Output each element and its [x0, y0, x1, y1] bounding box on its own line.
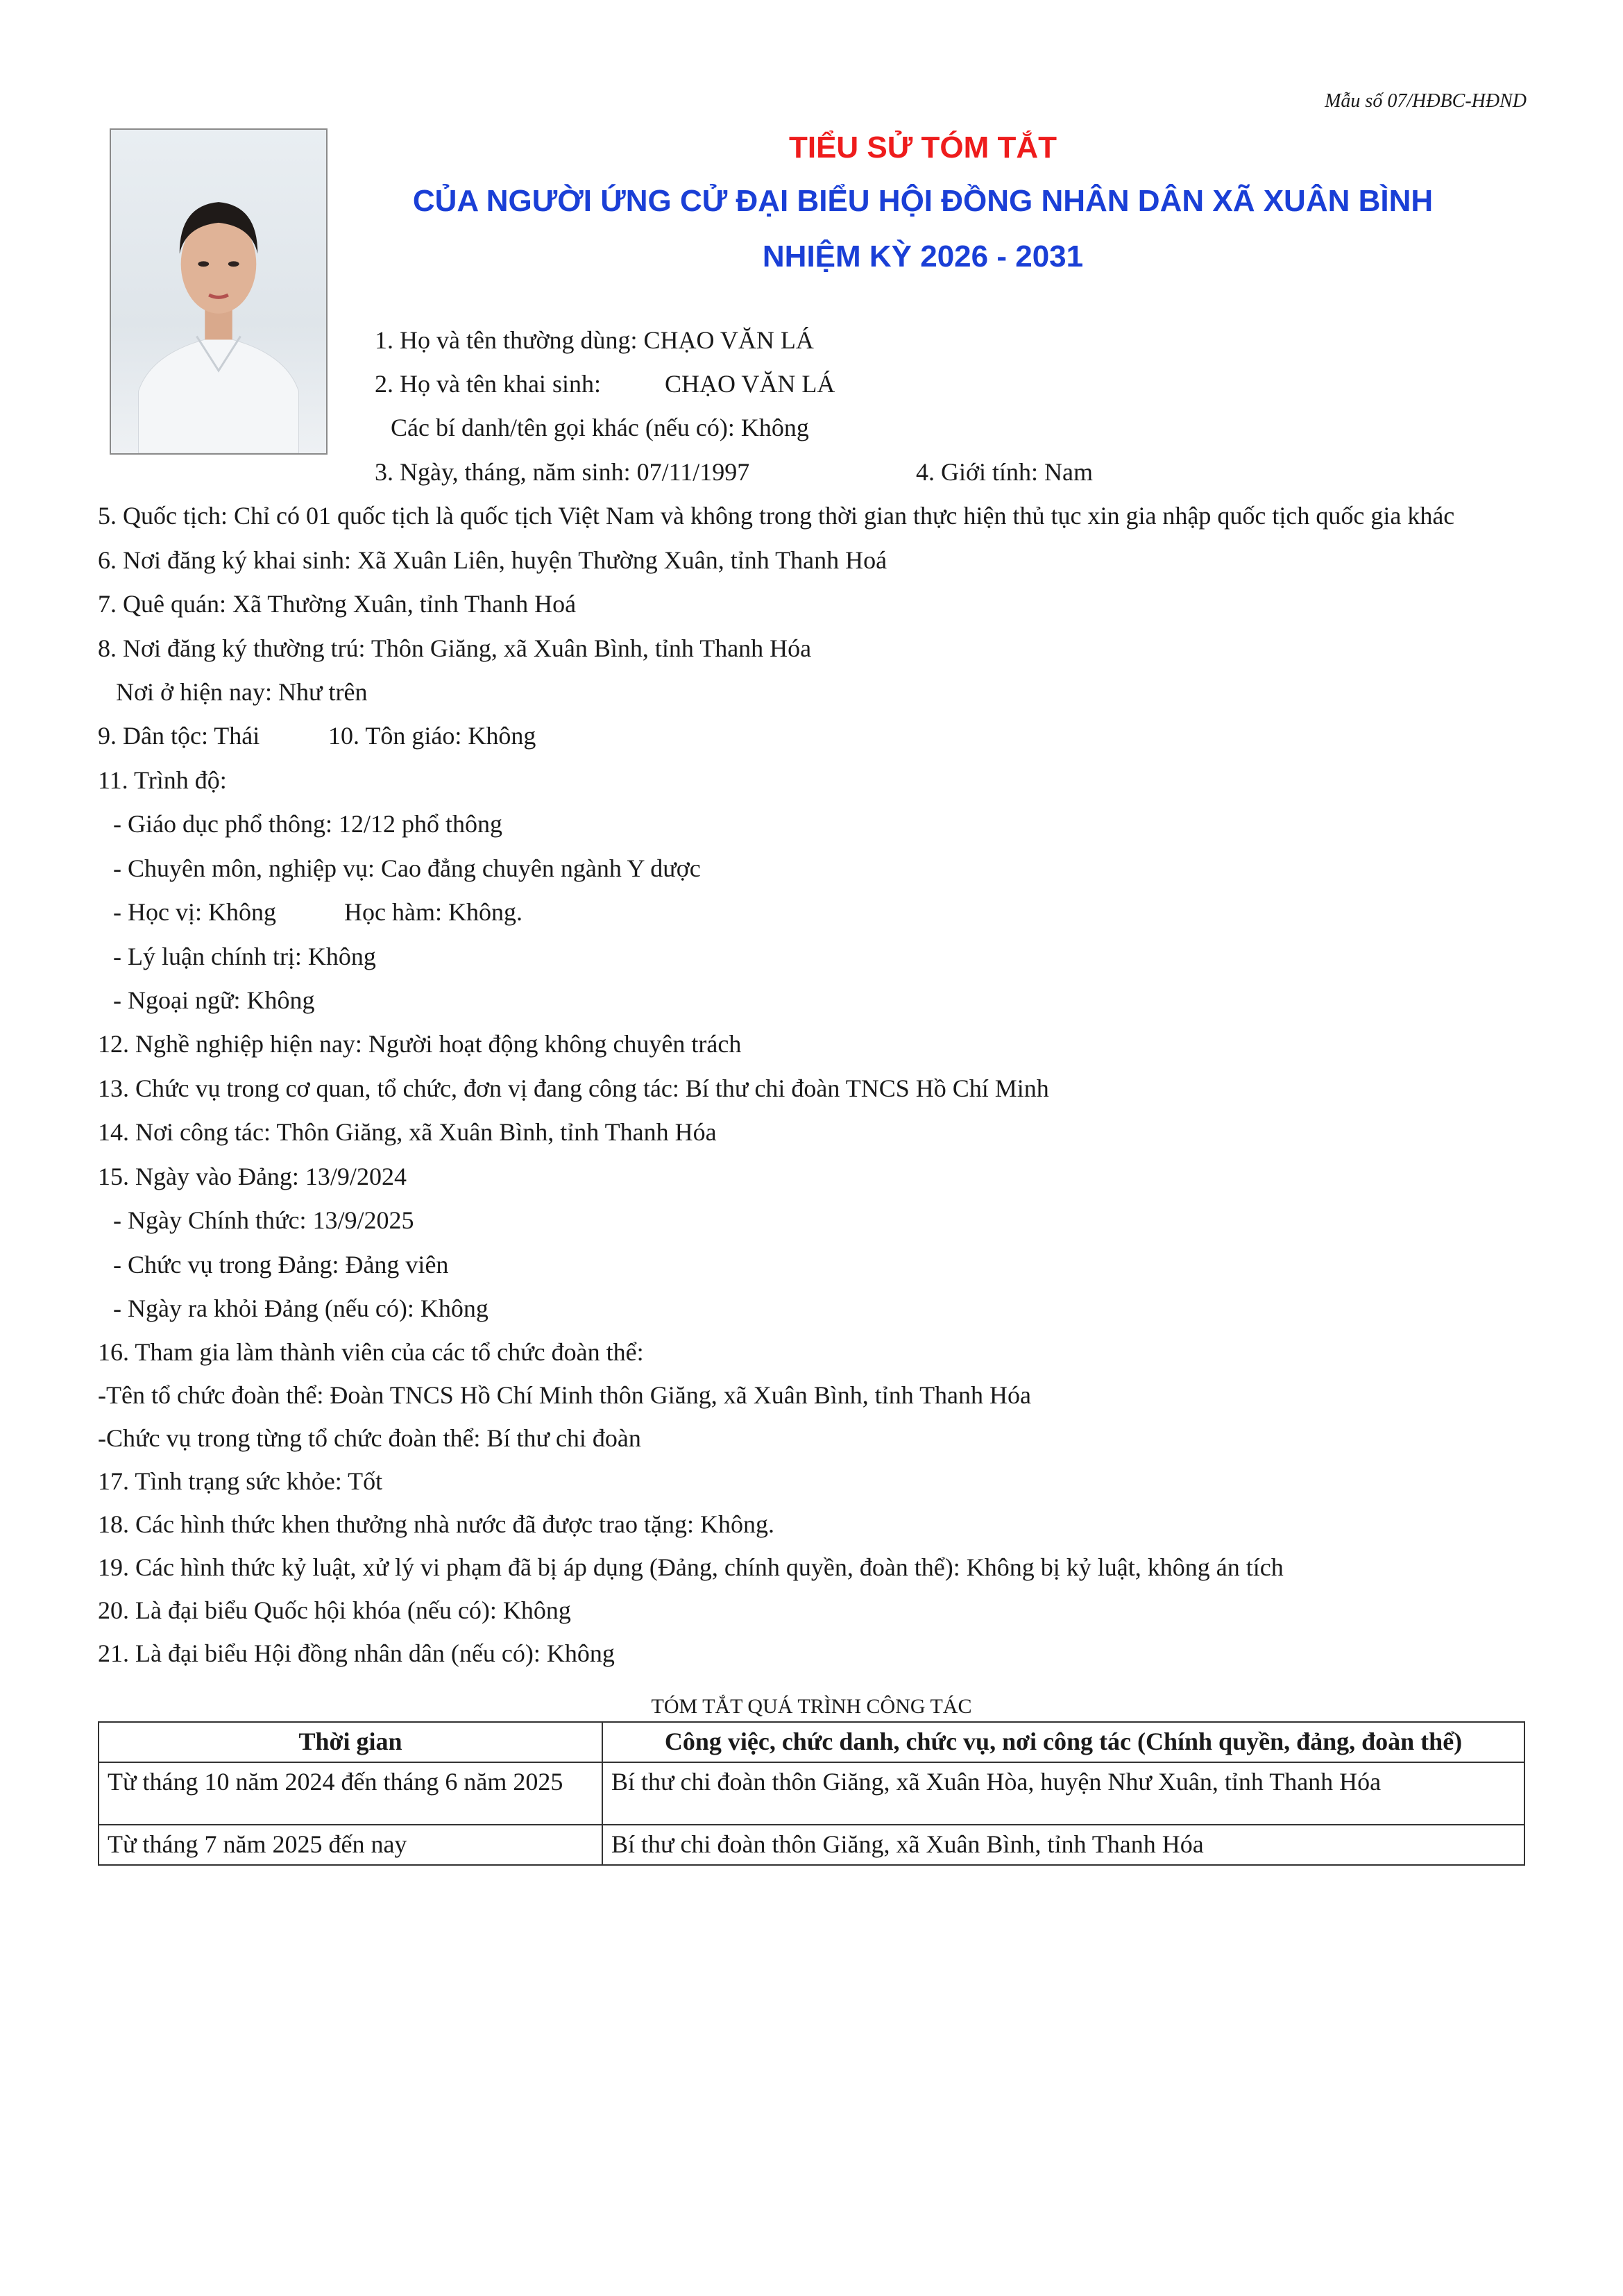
work-history-table — [98, 1721, 1525, 1866]
field-birth-date: 3. Ngày, tháng, năm sinh: 07/11/1997 — [375, 458, 750, 486]
header-time: Thời gian — [99, 1722, 602, 1762]
field-birth-name-value: CHẠO VĂN LÁ — [665, 370, 835, 398]
field-occupation: 12. Nghề nghiệp hiện nay: Người hoạt động không chuyên trách — [98, 1030, 742, 1058]
field-party-leave-date: - Ngày ra khỏi Đảng (nếu có): Không — [113, 1294, 488, 1322]
field-workplace: 14. Nơi công tác: Thôn Giăng, xã Xuân Bình, tỉnh Thanh Hóa — [98, 1118, 717, 1146]
field-birth-name-label: 2. Họ và tên khai sinh: — [375, 370, 601, 398]
field-nationality: 5. Quốc tịch: Chỉ có 01 quốc tịch là quốc tịch Việt Nam và không trong thời gian thực hiện thủ tục xin gia nhập quốc tịch quốc gia khác — [98, 502, 1455, 530]
table-header-row — [99, 1722, 1524, 1762]
cell-time: Từ tháng 10 năm 2024 đến tháng 6 năm 2025 — [99, 1762, 602, 1825]
field-academic-degree: - Học vị: Không — [113, 898, 276, 926]
field-foreign-language: - Ngoại ngữ: Không — [113, 986, 315, 1014]
candidate-photo — [110, 128, 328, 455]
title-main: TIỂU SỬ TÓM TẮT — [788, 130, 1057, 164]
field-aliases: Các bí danh/tên gọi khác (nếu có): Không — [391, 414, 809, 441]
field-organization-role: -Chức vụ trong từng tổ chức đoàn thể: Bí thư chi đoàn — [98, 1424, 641, 1452]
field-common-name: 1. Họ và tên thường dùng: CHẠO VĂN LÁ — [375, 326, 814, 354]
table-row — [99, 1762, 1524, 1825]
field-birth-registration: 6. Nơi đăng ký khai sinh: Xã Xuân Liên, huyện Thường Xuân, tỉnh Thanh Hoá — [98, 546, 887, 574]
work-history-title: TÓM TẮT QUÁ TRÌNH CÔNG TÁC — [651, 1695, 972, 1718]
title-subtitle: CỦA NGƯỜI ỨNG CỬ ĐẠI BIỂU HỘI ĐỒNG NHÂN DÂN XÃ XUÂN BÌNH — [412, 184, 1434, 218]
field-awards: 18. Các hình thức khen thưởng nhà nước đã được trao tặng: Không. — [98, 1510, 774, 1538]
field-organization-name: -Tên tổ chức đoàn thể: Đoàn TNCS Hồ Chí Minh thôn Giăng, xã Xuân Bình, tỉnh Thanh Hóa — [98, 1381, 1032, 1409]
field-hometown: 7. Quê quán: Xã Thường Xuân, tỉnh Thanh Hoá — [98, 590, 577, 618]
field-party-position: - Chức vụ trong Đảng: Đảng viên — [113, 1251, 449, 1278]
field-position: 13. Chức vụ trong cơ quan, tổ chức, đơn vị đang công tác: Bí thư chi đoàn TNCS Hồ Chí Minh — [98, 1074, 1049, 1102]
field-peoples-council: 21. Là đại biểu Hội đồng nhân dân (nếu có): Không — [98, 1639, 615, 1667]
title-term: NHIỆM KỲ 2026 - 2031 — [762, 239, 1084, 273]
field-ethnicity: 9. Dân tộc: Thái — [98, 722, 260, 750]
field-party-official-date: - Ngày Chính thức: 13/9/2025 — [113, 1206, 414, 1234]
header-position: Công việc, chức danh, chức vụ, nơi công tác (Chính quyền, đảng, đoàn thể) — [602, 1722, 1524, 1762]
field-discipline: 19. Các hình thức kỷ luật, xử lý vi phạm đã bị áp dụng (Đảng, chính quyền, đoàn thể): Không bị kỷ luật, không án tích — [98, 1553, 1284, 1581]
cell-position: Bí thư chi đoàn thôn Giăng, xã Xuân Hòa, huyện Như Xuân, tỉnh Thanh Hóa — [602, 1762, 1524, 1825]
table-row — [99, 1825, 1524, 1865]
field-religion: 10. Tôn giáo: Không — [328, 722, 536, 750]
field-current-residence: Nơi ở hiện nay: Như trên — [116, 678, 368, 706]
field-political-theory: - Lý luận chính trị: Không — [113, 943, 376, 970]
field-academic-title: Học hàm: Không. — [344, 898, 522, 926]
field-health: 17. Tình trạng sức khỏe: Tốt — [98, 1467, 383, 1495]
field-party-join-date: 15. Ngày vào Đảng: 13/9/2024 — [98, 1163, 407, 1190]
field-education-heading: 11. Trình độ: — [98, 766, 227, 794]
field-national-assembly: 20. Là đại biểu Quốc hội khóa (nếu có): Không — [98, 1596, 571, 1624]
cell-time: Từ tháng 7 năm 2025 đến nay — [99, 1825, 602, 1865]
field-professional-qualification: - Chuyên môn, nghiệp vụ: Cao đẳng chuyên ngành Y dược — [113, 854, 701, 882]
field-permanent-residence: 8. Nơi đăng ký thường trú: Thôn Giăng, xã Xuân Bình, tỉnh Thanh Hóa — [98, 634, 812, 662]
field-gender: 4. Giới tính: Nam — [916, 458, 1094, 486]
cell-position: Bí thư chi đoàn thôn Giăng, xã Xuân Bình, tỉnh Thanh Hóa — [602, 1825, 1524, 1865]
field-general-education: - Giáo dục phổ thông: 12/12 phổ thông — [113, 810, 502, 838]
field-organizations-heading: 16. Tham gia làm thành viên của các tổ chức đoàn thể: — [98, 1338, 644, 1366]
form-number: Mẫu số 07/HĐBC-HĐND — [1325, 90, 1527, 112]
